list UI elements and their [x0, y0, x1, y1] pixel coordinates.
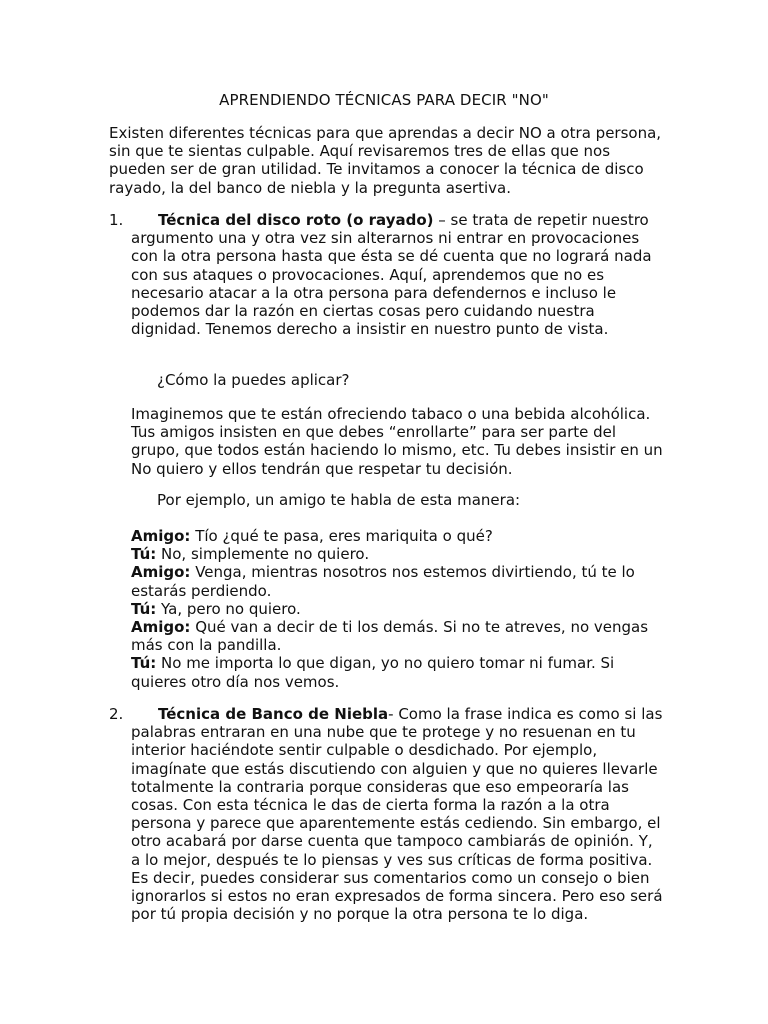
- dialogue-line: Ya, pero no quiero.: [156, 599, 301, 618]
- item-heading: Técnica de Banco de Niebla: [158, 705, 389, 723]
- question-line: ¿Cómo la puedes aplicar?: [157, 371, 350, 389]
- dialogue-turn: [131, 654, 666, 690]
- dialogue: [131, 527, 666, 691]
- speaker-label: Tú:: [131, 654, 157, 673]
- dialogue-line: Venga, mientras nosotros nos estemos divirtiendo, tú te lo estarás perdiendo.: [131, 563, 635, 600]
- item-number: 2.: [109, 705, 124, 723]
- item-body: [109, 211, 664, 338]
- dialogue-turn: [131, 527, 666, 545]
- item-text: - Como la frase indica es como si las palabras entraran en una nube que te protege y no resuenan en tu interior haciéndote sentir culpable o desdichado. Por ejemplo, imagínate que estás discutiendo con alguien y que no quieres llevarle totalmente la contraria porque consideras que eso empeoraría las cosas. Con esta técnica le das de cierta forma la razón a la otra persona y parece que aparentemente estás cediendo. Sin embargo, el otro acabará por darse cuenta que tampoco cambiarás de opinión. Y, a lo mejor, después te lo piensas y ves sus críticas de forma positiva. Es decir, puedes considerar sus comentarios como un consejo o bien ignorarlos si estos no eran expresados de forma sincera. Pero eso será por tú propia decisión y no porque la otra persona te lo diga.: [131, 705, 663, 924]
- intro-paragraph: Existen diferentes técnicas para que aprendas a decir NO a otra persona, sin que te sientas culpable. Aquí revisaremos tres de ellas que nos pueden ser de gran utilidad. Te invitamos a conocer la técnica de disco rayado, la del banco de niebla y la pregunta asertiva.: [109, 124, 662, 197]
- item-text: – se trata de repetir nuestro argumento una y otra vez sin alterarnos ni entrar en provocaciones con la otra persona hasta que ésta se dé cuenta que no logrará nada con sus ataques o provocaciones. Aquí, aprendemos que no es necesario atacar a la otra persona para defendernos e incluso le podemos dar la razón en ciertas cosas pero cuidando nuestra dignidad. Tenemos derecho a insistir en nuestro punto de vista.: [131, 211, 652, 339]
- example-intro: Por ejemplo, un amigo te habla de esta manera:: [157, 491, 521, 509]
- list-item-2: [109, 705, 664, 923]
- list-item-1: [109, 211, 664, 338]
- item-heading: Técnica del disco roto (o rayado): [158, 211, 434, 229]
- item-body: [109, 705, 664, 923]
- dialogue-turn: [131, 600, 666, 618]
- dialogue-turn: [131, 545, 666, 563]
- dialogue-line: Tío ¿qué te pasa, eres mariquita o qué?: [190, 527, 493, 545]
- speaker-label: Tú:: [131, 599, 157, 618]
- speaker-label: Amigo:: [131, 618, 191, 637]
- document-title: APRENDIENDO TÉCNICAS PARA DECIR "NO": [219, 91, 549, 109]
- dialogue-turn: [131, 618, 666, 654]
- dialogue-line: No me importa lo que digan, yo no quiero tomar ni fumar. Si quieres otro día nos vemos.: [131, 654, 615, 691]
- speaker-label: Amigo:: [131, 527, 191, 545]
- dialogue-line: No, simplemente no quiero.: [156, 545, 370, 564]
- speaker-label: Tú:: [131, 545, 157, 564]
- dialogue-line: Qué van a decir de ti los demás. Si no te atreves, no vengas más con la pandilla.: [131, 618, 649, 655]
- example-paragraph: Imaginemos que te están ofreciendo tabaco o una bebida alcohólica. Tus amigos insisten en que debes “enrollarte” para ser parte del grupo, que todos están haciendo lo mismo, etc. Tu debes insistir en un No quiero y ellos tendrán que respetar tu decisión.: [131, 405, 663, 478]
- speaker-label: Amigo:: [131, 563, 191, 582]
- dialogue-turn: [131, 563, 666, 599]
- item-number: 1.: [109, 211, 124, 229]
